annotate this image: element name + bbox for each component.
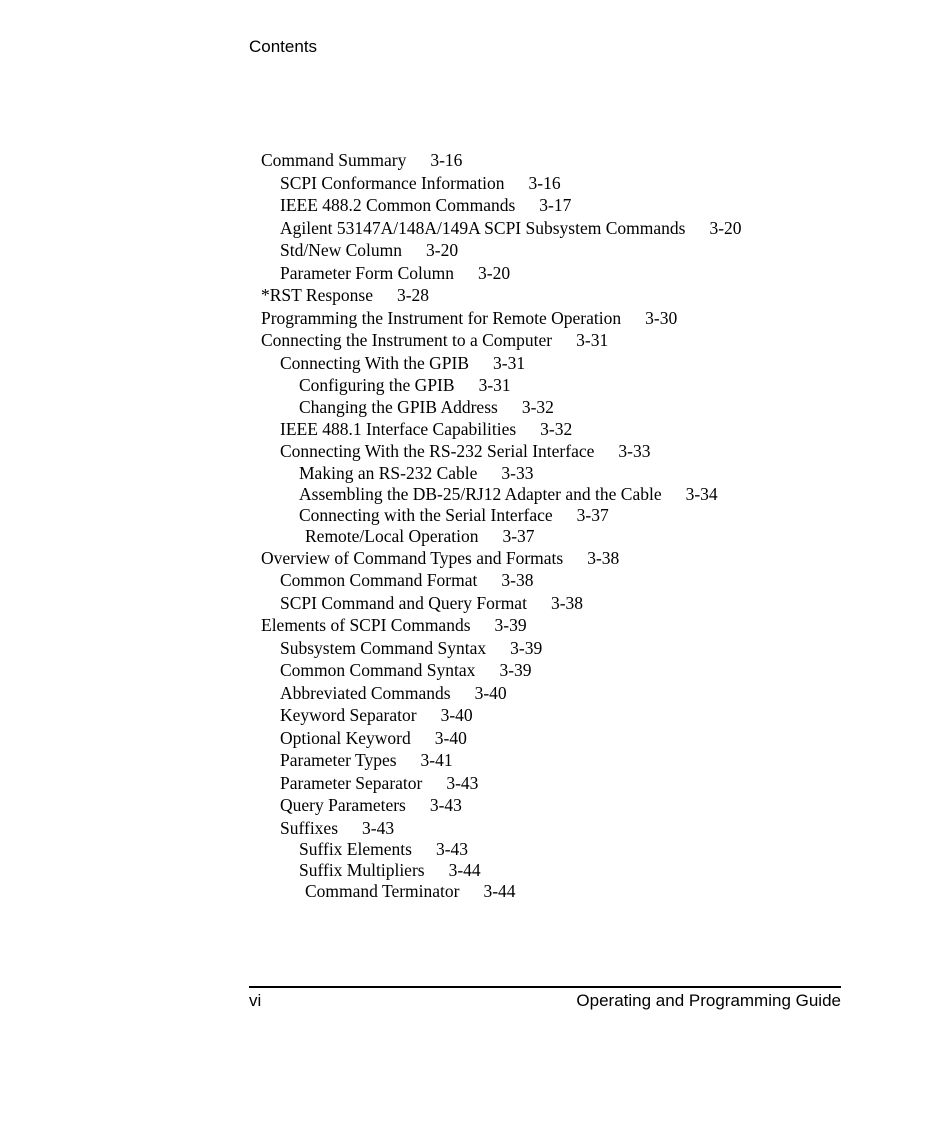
toc-entry[interactable] <box>261 547 742 570</box>
toc-entry-page: 3-37 <box>576 504 609 525</box>
toc-entry-title: Assembling the DB-25/RJ12 Adapter and the Cable <box>299 483 662 504</box>
toc-entry-page: 3-38 <box>501 570 534 590</box>
toc-entry-title: Common Command Syntax <box>280 660 476 680</box>
toc-entry[interactable] <box>261 817 742 840</box>
toc-entry[interactable] <box>261 637 742 660</box>
toc-entry-page: 3-39 <box>494 615 527 635</box>
toc-entry[interactable] <box>261 374 742 397</box>
toc-entry[interactable] <box>261 727 742 750</box>
toc-entry[interactable] <box>261 418 742 441</box>
toc-entry[interactable] <box>261 592 742 615</box>
toc-entry-title: Command Terminator <box>305 881 460 901</box>
toc-entry-page: 3-43 <box>446 772 479 793</box>
toc-entry-page: 3-31 <box>493 352 526 373</box>
toc-entry-page: 3-39 <box>510 637 543 658</box>
toc-entry-title: Overview of Command Types and Formats <box>261 547 564 568</box>
toc-entry-title: Parameter Separator <box>280 772 423 793</box>
table-of-contents <box>261 149 742 902</box>
toc-entry[interactable] <box>261 149 742 172</box>
toc-entry[interactable] <box>261 659 742 682</box>
toc-entry[interactable] <box>261 329 742 352</box>
page-number: vi <box>249 991 262 1010</box>
toc-entry-page: 3-40 <box>440 705 473 725</box>
toc-entry-title: Abbreviated Commands <box>280 682 451 703</box>
toc-entry[interactable] <box>261 526 742 547</box>
toc-entry-page: 3-30 <box>645 307 678 328</box>
toc-entry-title: Query Parameters <box>280 795 406 815</box>
toc-entry[interactable] <box>261 881 742 902</box>
toc-entry-page: 3-31 <box>576 330 609 350</box>
toc-entry[interactable] <box>261 440 742 463</box>
toc-entry[interactable] <box>261 772 742 795</box>
toc-entry-page: 3-16 <box>528 172 561 193</box>
toc-entry[interactable] <box>261 794 742 817</box>
toc-entry-page: 3-37 <box>502 525 535 546</box>
toc-entry-page: 3-32 <box>521 396 554 417</box>
toc-entry-page: 3-33 <box>501 462 534 483</box>
footer-rule <box>249 986 841 988</box>
toc-entry-title: Suffixes <box>280 817 339 838</box>
toc-entry-page: 3-40 <box>474 682 507 703</box>
toc-entry-page: 3-32 <box>540 418 573 439</box>
toc-entry-page: 3-44 <box>448 860 481 880</box>
toc-entry-title: Changing the GPIB Address <box>299 396 498 417</box>
toc-entry[interactable] <box>261 463 742 484</box>
toc-entry-page: 3-39 <box>499 660 532 680</box>
toc-entry-page: 3-38 <box>550 592 584 613</box>
toc-entry-title: Configuring the GPIB <box>299 375 455 395</box>
toc-entry[interactable] <box>261 352 742 375</box>
toc-entry-page: 3-38 <box>587 547 620 568</box>
toc-entry-title: IEEE 488.1 Interface Capabilities <box>280 418 517 439</box>
toc-entry-page: 3-28 <box>396 285 430 305</box>
toc-entry[interactable] <box>261 239 742 262</box>
toc-entry-page: 3-20 <box>426 240 459 260</box>
toc-entry-page: 3-17 <box>539 195 572 215</box>
toc-entry-title: Connecting With the GPIB <box>280 352 470 373</box>
toc-entry-page: 3-40 <box>434 727 467 748</box>
running-head: Contents <box>249 37 318 56</box>
toc-entry-title: Common Command Format <box>280 570 478 590</box>
toc-entry-title: Programming the Instrument for Remote Operation <box>261 307 622 328</box>
toc-entry-title: SCPI Conformance Information <box>280 172 505 193</box>
toc-entry-title: Agilent 53147A/148A/149A SCPI Subsystem Commands <box>280 217 686 238</box>
toc-entry-page: 3-33 <box>618 441 651 461</box>
toc-entry-page: 3-43 <box>429 795 462 815</box>
toc-entry-page: 3-16 <box>430 150 463 170</box>
toc-entry-title: Parameter Types <box>280 750 397 770</box>
toc-entry[interactable] <box>261 860 742 881</box>
toc-entry-title: Optional Keyword <box>280 727 411 748</box>
toc-entry-title: Subsystem Command Syntax <box>280 637 487 658</box>
toc-entry-title: Connecting with the Serial Interface <box>299 504 553 525</box>
toc-entry[interactable] <box>261 217 742 240</box>
toc-entry-title: Parameter Form Column <box>280 262 455 283</box>
document-title: Operating and Programming Guide <box>576 991 841 1010</box>
toc-entry-title: IEEE 488.2 Common Commands <box>280 195 516 215</box>
toc-entry-title: SCPI Command and Query Format <box>280 592 527 613</box>
toc-entry-title: Suffix Elements <box>299 839 412 859</box>
toc-entry-title: Std/New Column <box>280 240 403 260</box>
toc-entry-title: Command Summary <box>261 150 407 170</box>
toc-entry[interactable] <box>261 284 742 307</box>
toc-entry-title: Suffix Multipliers <box>299 860 425 880</box>
toc-entry[interactable] <box>261 194 742 217</box>
toc-entry-page: 3-34 <box>685 483 718 504</box>
toc-entry-page: 3-31 <box>478 375 511 395</box>
toc-entry[interactable] <box>261 569 742 592</box>
toc-entry[interactable] <box>261 839 742 860</box>
toc-entry[interactable] <box>261 262 742 285</box>
toc-entry-title: Connecting the Instrument to a Computer <box>261 330 553 350</box>
toc-entry[interactable] <box>261 749 742 772</box>
toc-entry-page: 3-43 <box>435 839 469 859</box>
toc-entry-title: Remote/Local Operation <box>305 525 479 546</box>
toc-entry-title: *RST Response <box>261 285 373 305</box>
toc-entry-page: 3-20 <box>709 217 742 238</box>
toc-entry[interactable] <box>261 172 742 195</box>
toc-entry[interactable] <box>261 505 742 526</box>
toc-entry-page: 3-20 <box>478 262 511 283</box>
toc-entry-title: Keyword Separator <box>280 705 417 725</box>
toc-entry[interactable] <box>261 614 742 637</box>
toc-entry[interactable] <box>261 484 742 505</box>
toc-entry[interactable] <box>261 682 742 705</box>
toc-entry-title: Making an RS-232 Cable <box>299 462 478 483</box>
toc-entry[interactable] <box>261 307 742 330</box>
toc-entry-title: Connecting With the RS-232 Serial Interface <box>280 441 595 461</box>
toc-entry[interactable] <box>261 704 742 727</box>
toc-entry-title: Elements of SCPI Commands <box>261 615 471 635</box>
toc-entry-page: 3-41 <box>420 750 453 770</box>
toc-entry-page: 3-44 <box>483 881 516 901</box>
toc-entry[interactable] <box>261 397 742 418</box>
toc-entry-page: 3-43 <box>362 817 395 838</box>
